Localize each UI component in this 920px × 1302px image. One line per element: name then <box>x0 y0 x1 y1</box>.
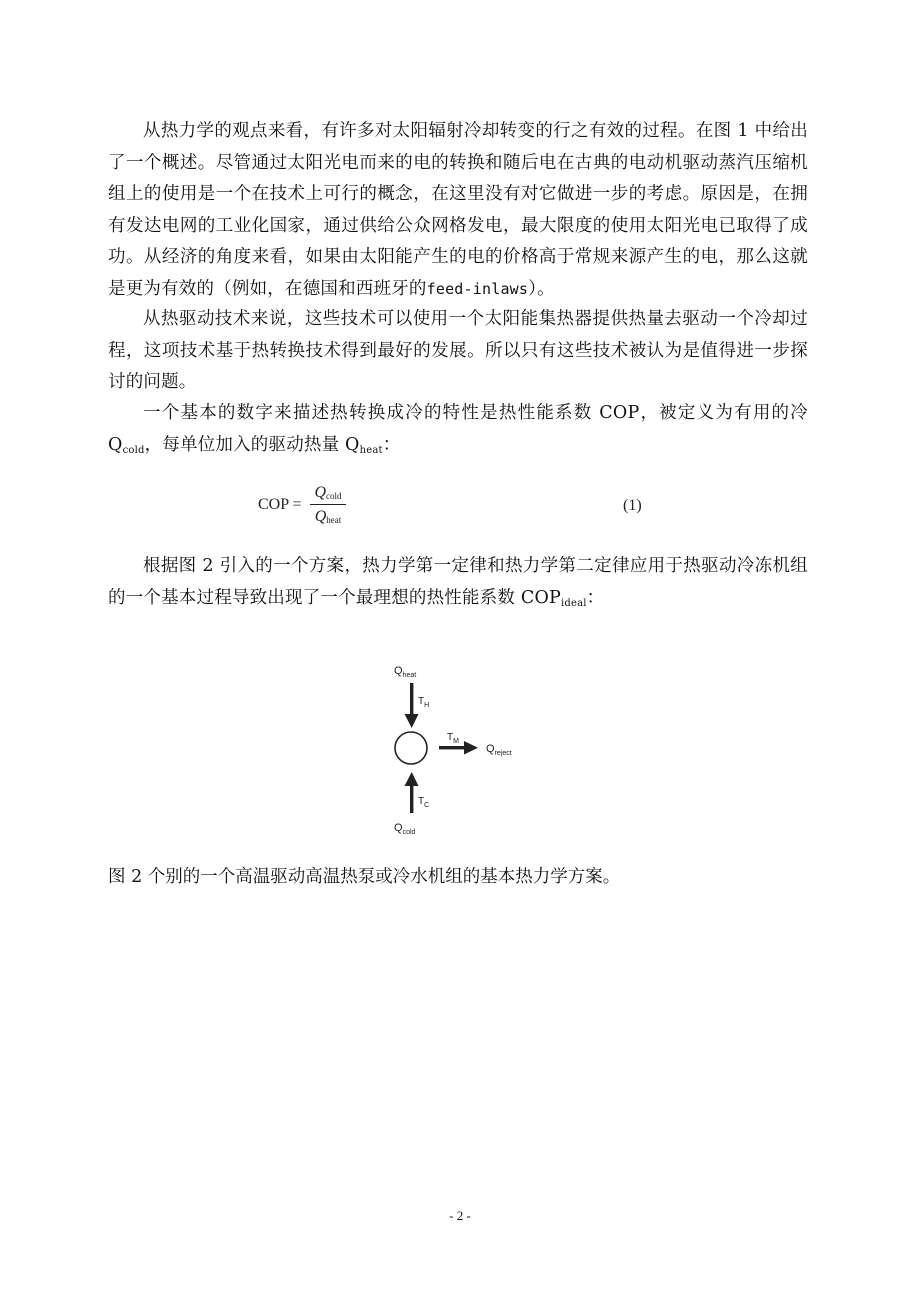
equation-fraction <box>310 482 346 527</box>
q-heat-label: $Q_{heat}$ <box>394 665 417 679</box>
machine-circle <box>395 732 427 764</box>
reject-arrow-shaft <box>439 746 465 749</box>
thermodynamic-scheme-diagram <box>380 648 540 840</box>
numerator-q: Q <box>314 484 327 501</box>
fraction-numerator <box>310 482 346 504</box>
cold-in-arrow-shaft <box>410 785 413 813</box>
paragraph-text: 根据图 2 引入的一个方案，热力学第一定律和热力学第二定律应用于热驱动冷冻机组的一个基本过程导致出现了一个最理想的热性能系数 COP <box>108 556 808 608</box>
paragraph-text-mid: ，每单位加入的驱动热量 Q <box>144 434 360 455</box>
heat-in-arrow-head <box>405 714 419 728</box>
subscript-ideal: ideal <box>560 597 587 609</box>
page-number: - 2 - <box>449 1208 471 1223</box>
subscript-cold: cold <box>122 444 145 456</box>
equation-lhs: COP = <box>258 496 302 513</box>
paragraph-solar-pv <box>108 116 808 305</box>
cold-in-arrow-head <box>405 772 419 786</box>
feed-in-laws-term: feed-inlaws <box>426 279 529 298</box>
paragraph-heat-driven <box>108 304 808 399</box>
numerator-subscript: cold <box>326 491 342 501</box>
heat-in-arrow-shaft <box>410 683 413 717</box>
t-c-label: $T_C$ <box>418 796 430 809</box>
denominator-q: Q <box>314 508 327 525</box>
fraction-denominator <box>310 505 346 527</box>
denominator-subscript: heat <box>326 515 342 525</box>
paragraph-text-colon: ： <box>586 587 605 608</box>
paragraph-cop-ideal <box>108 551 808 614</box>
paragraph-text: 从热驱动技术来说，这些技术可以使用一个太阳能集热器提供热量去驱动一个冷却过程，这项技术基于热转换技术得到最好的发展。所以只有这些技术被认为是值得进一步探讨的问题。 <box>108 309 808 392</box>
equation-number: (1) <box>623 497 642 514</box>
paragraph-cop-definition <box>108 398 808 461</box>
subscript-heat: heat <box>359 444 383 456</box>
paragraph-text: 从热力学的观点来看，有许多对太阳辐射冷却转变的行之有效的过程。在图 1 中给出了一个概述。尽管通过太阳光电而来的电的转换和随后电在古典的电动机驱动蒸汽压缩机组上的使用是一个在技术上可行的概念，在这里没有对它做进一步的考虑。原因是，在拥有发达电网的工业化国家，通过供给公众网格发电，最大限度的使用太阳光电已取得了成功。从经济的角度来看，如果由太阳能产生的电的价格高于常规来源产生的电，那么这就是更为有效的（例如，在德国和西班牙的 <box>108 121 808 299</box>
figure-caption: 图 2 个别的一个高温驱动高温热泵或冷水机组的基本热力学方案。 <box>108 867 621 887</box>
reject-arrow-head <box>464 741 478 755</box>
q-reject-label: $Q_{reject}$ <box>486 743 512 757</box>
paragraph-text-end: ）。 <box>528 278 555 299</box>
paragraph-text-colon: ： <box>382 434 401 455</box>
paragraph-text: 一个基本的数字来描述热转换成冷的特性是热性能系数 COP，被定义为有用的冷 Q <box>108 403 808 455</box>
t-h-label: $T_H$ <box>418 696 430 709</box>
q-cold-label: $Q_{cold}$ <box>394 822 416 836</box>
t-m-label: $T_M$ <box>447 732 459 745</box>
